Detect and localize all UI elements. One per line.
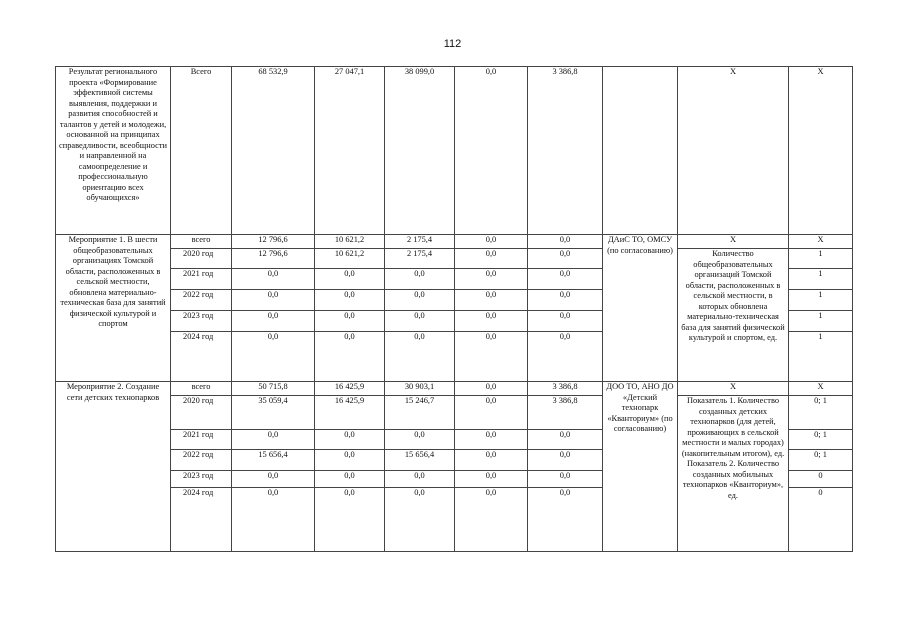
indicator-cell: X xyxy=(678,235,789,249)
value-total: 35 059,4 xyxy=(232,396,315,430)
value-other: 0,0 xyxy=(528,311,603,332)
indicator-cell: X xyxy=(678,382,789,396)
indicator-value: 0; 1 xyxy=(789,396,853,430)
value-federal: 0,0 xyxy=(315,290,385,311)
value-other: 0,0 xyxy=(528,471,603,488)
period-cell: 2023 год xyxy=(171,471,232,488)
indicator-value: 0 xyxy=(789,471,853,488)
value-federal: 0,0 xyxy=(315,269,385,290)
value-regional: 2 175,4 xyxy=(385,235,455,249)
value-regional: 0,0 xyxy=(385,269,455,290)
indicator-value: 0 xyxy=(789,488,853,552)
value-other: 0,0 xyxy=(528,332,603,382)
value-local: 0,0 xyxy=(455,235,528,249)
value-federal: 0,0 xyxy=(315,450,385,471)
value-local: 0,0 xyxy=(455,269,528,290)
value-total: 0,0 xyxy=(232,332,315,382)
value-regional: 0,0 xyxy=(385,471,455,488)
value-regional: 0,0 xyxy=(385,430,455,450)
value-other: 0,0 xyxy=(528,450,603,471)
value-total: 68 532,9 xyxy=(232,67,315,235)
value-regional: 0,0 xyxy=(385,290,455,311)
value-total: 50 715,8 xyxy=(232,382,315,396)
period-cell: всего xyxy=(171,235,232,249)
value-regional: 15 656,4 xyxy=(385,450,455,471)
period-cell: всего xyxy=(171,382,232,396)
indicator-value: 0; 1 xyxy=(789,450,853,471)
table-row xyxy=(56,235,853,249)
period-cell: 2024 год xyxy=(171,332,232,382)
value-local: 0,0 xyxy=(455,488,528,552)
measure-2-name: Мероприятие 2. Создание сети детских технопарков xyxy=(56,382,171,552)
value-local: 0,0 xyxy=(455,396,528,430)
value-local: 0,0 xyxy=(455,311,528,332)
value-other: 3 386,8 xyxy=(528,396,603,430)
page-number: 112 xyxy=(443,38,462,50)
value-regional: 0,0 xyxy=(385,332,455,382)
value-regional: 30 903,1 xyxy=(385,382,455,396)
period-cell: 2022 год xyxy=(171,450,232,471)
executor-cell xyxy=(603,67,678,235)
period-cell: Всего xyxy=(171,67,232,235)
period-cell: 2020 год xyxy=(171,396,232,430)
period-cell: 2023 год xyxy=(171,311,232,332)
measure-1-name: Мероприятие 1. В шести общеобразовательных организациях Томской области, расположенных в сельской местности, обновлена материально-техническая база для занятий физической культурой и спортом xyxy=(56,235,171,382)
value-federal: 0,0 xyxy=(315,311,385,332)
period-cell: 2022 год xyxy=(171,290,232,311)
indicator-value: 1 xyxy=(789,269,853,290)
value-federal: 10 621,2 xyxy=(315,249,385,269)
value-local: 0,0 xyxy=(455,430,528,450)
value-regional: 0,0 xyxy=(385,488,455,552)
measure-2-executor: ДОО ТО, АНО ДО «Детский технопарк «Кванториум» (по согласованию) xyxy=(603,382,678,552)
value-local: 0,0 xyxy=(455,290,528,311)
value-federal: 0,0 xyxy=(315,332,385,382)
measure-1-executor: ДАиС ТО, ОМСУ (по согласованию) xyxy=(603,235,678,382)
table-row xyxy=(56,396,853,430)
period-cell: 2020 год xyxy=(171,249,232,269)
measure-2-indicator: Показатель 1. Количество созданных детских технопарков (для детей, проживающих в сельской местности и малых городах) (накопительным итогом), ед. Показатель 2. Количество созданных мобильных технопарков «Кванториум», ед. xyxy=(678,396,789,552)
table-row xyxy=(56,67,853,235)
value-other: 0,0 xyxy=(528,488,603,552)
value-total: 15 656,4 xyxy=(232,450,315,471)
value-federal: 10 621,2 xyxy=(315,235,385,249)
value-total: 12 796,6 xyxy=(232,235,315,249)
value-other: 3 386,8 xyxy=(528,382,603,396)
period-cell: 2024 год xyxy=(171,488,232,552)
value-local: 0,0 xyxy=(455,471,528,488)
indicator-value: 1 xyxy=(789,249,853,269)
value-other: 0,0 xyxy=(528,235,603,249)
value-federal: 16 425,9 xyxy=(315,382,385,396)
value-total: 0,0 xyxy=(232,311,315,332)
value-federal: 0,0 xyxy=(315,488,385,552)
value-local: 0,0 xyxy=(455,332,528,382)
value-local: 0,0 xyxy=(455,249,528,269)
indicator-value: X xyxy=(789,235,853,249)
indicator-value: X xyxy=(789,382,853,396)
program-table xyxy=(55,66,853,552)
value-total: 0,0 xyxy=(232,290,315,311)
value-federal: 16 425,9 xyxy=(315,396,385,430)
value-other: 0,0 xyxy=(528,290,603,311)
value-local: 0,0 xyxy=(455,450,528,471)
value-regional: 0,0 xyxy=(385,311,455,332)
value-total: 0,0 xyxy=(232,269,315,290)
value-other: 0,0 xyxy=(528,269,603,290)
indicator-value: 1 xyxy=(789,311,853,332)
table-row xyxy=(56,249,853,269)
value-regional: 15 246,7 xyxy=(385,396,455,430)
value-total: 0,0 xyxy=(232,488,315,552)
period-cell: 2021 год xyxy=(171,430,232,450)
indicator-value: 1 xyxy=(789,332,853,382)
value-regional: 38 099,0 xyxy=(385,67,455,235)
value-local: 0,0 xyxy=(455,382,528,396)
value-other: 0,0 xyxy=(528,430,603,450)
value-total: 12 796,6 xyxy=(232,249,315,269)
value-regional: 2 175,4 xyxy=(385,249,455,269)
indicator-value: 1 xyxy=(789,290,853,311)
value-local: 0,0 xyxy=(455,67,528,235)
value-federal: 27 047,1 xyxy=(315,67,385,235)
table-row xyxy=(56,382,853,396)
value-other: 3 386,8 xyxy=(528,67,603,235)
value-federal: 0,0 xyxy=(315,430,385,450)
indicator-cell: X xyxy=(678,67,789,235)
measure-1-indicator: Количество общеобразовательных организаций Томской области, расположенных в сельской местности, в которых обновлена материально-техническая база для занятий физической культурой и спортом, ед. xyxy=(678,249,789,382)
value-total: 0,0 xyxy=(232,471,315,488)
value-other: 0,0 xyxy=(528,249,603,269)
result-name: Результат регионального проекта «Формирование эффективной системы выявления, поддержки и развития способностей и талантов у детей и молодежи, основанной на принципах справедливости, всеобщности и направленной на самоопределение и профессиональную ориентацию всех обучающихся» xyxy=(56,67,171,235)
indicator-value: X xyxy=(789,67,853,235)
value-total: 0,0 xyxy=(232,430,315,450)
indicator-value: 0; 1 xyxy=(789,430,853,450)
period-cell: 2021 год xyxy=(171,269,232,290)
value-federal: 0,0 xyxy=(315,471,385,488)
